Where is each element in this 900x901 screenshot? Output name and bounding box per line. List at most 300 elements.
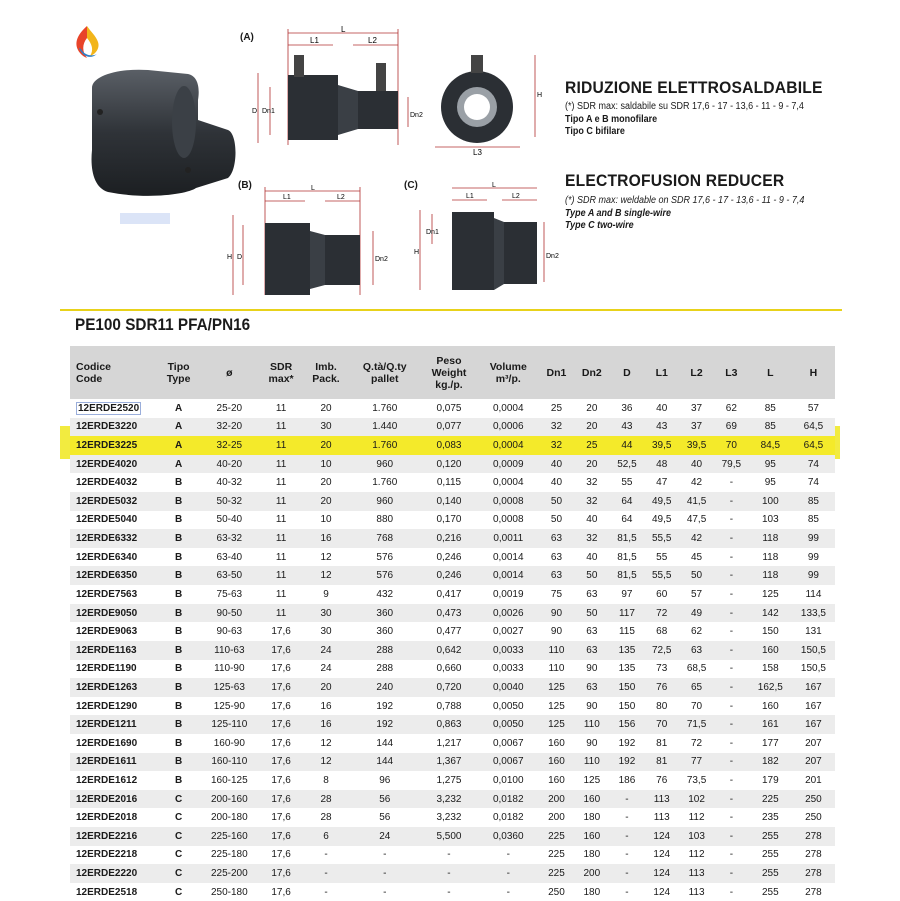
- dim-h-a: H: [537, 92, 543, 99]
- column-header: [610, 346, 645, 399]
- table-cell: 63-50: [199, 566, 259, 585]
- table-cell: 150,5: [792, 641, 835, 660]
- table-cell: B: [174, 700, 183, 712]
- table-cell: 240: [349, 678, 420, 697]
- table-cell: 52,5: [610, 455, 645, 474]
- table-cell: 50: [550, 514, 563, 526]
- table-cell: 70: [690, 700, 703, 712]
- table-cell: 200: [574, 864, 609, 883]
- selected-code: 12ERDE2520: [78, 402, 140, 414]
- table-row: [70, 864, 835, 883]
- table-cell: 225-160: [199, 827, 259, 846]
- table-cell: 160-90: [213, 737, 245, 749]
- table-cell: 1,217: [436, 737, 462, 749]
- table-cell: 64,5: [792, 436, 835, 455]
- table-cell: 63-40: [216, 551, 243, 563]
- table-cell: 192: [349, 715, 420, 734]
- column-header-line: Pack.: [312, 372, 340, 385]
- table-cell: -: [447, 886, 451, 898]
- table-cell: 0,863: [420, 715, 478, 734]
- table-cell: 200: [548, 812, 565, 824]
- dim-b-l: L: [311, 185, 315, 192]
- column-header-line: ø: [226, 366, 233, 379]
- table-cell: 1.760: [372, 477, 398, 489]
- table-cell: 110: [548, 663, 565, 675]
- column-header-line: L1: [655, 366, 668, 379]
- table-cell: 278: [805, 886, 822, 898]
- table-cell: 99: [807, 551, 819, 563]
- table-cell: 28: [320, 812, 332, 824]
- dim-b-l1: L1: [283, 194, 291, 201]
- table-cell: 55,5: [644, 566, 679, 585]
- table-cell: C: [158, 790, 199, 809]
- table-cell: 160-125: [210, 774, 248, 786]
- table-cell: 142: [749, 604, 792, 623]
- table-cell: 278: [792, 827, 835, 846]
- product-code-cell: 12ERDE6350: [70, 566, 158, 585]
- table-cell: 17,6: [271, 774, 291, 786]
- table-cell: A: [158, 436, 199, 455]
- table-cell: 81,5: [617, 551, 637, 563]
- table-cell: -: [729, 626, 734, 638]
- table-cell: 0,0050: [492, 700, 524, 712]
- table-cell: 1,275: [436, 774, 462, 786]
- table-cell: A: [174, 402, 183, 414]
- table-cell: 11: [260, 455, 303, 474]
- table-cell: 124: [644, 864, 679, 883]
- table-row: [70, 883, 835, 901]
- column-header-line: Dn2: [581, 366, 602, 379]
- dim-c-h: H: [414, 249, 420, 256]
- table-cell: 0,720: [420, 678, 478, 697]
- table-row: [70, 511, 835, 530]
- table-cell: 17,6: [271, 663, 291, 675]
- column-header-line: L3: [725, 366, 738, 379]
- table-cell: 150: [618, 700, 636, 712]
- table-cell: 42: [690, 477, 703, 489]
- table-cell: 288: [376, 663, 394, 675]
- column-header: [478, 346, 539, 399]
- table-cell: 32-20: [199, 418, 259, 437]
- table-cell: 30: [320, 626, 332, 638]
- table-cell: 32: [539, 436, 574, 455]
- table-cell: 118: [749, 566, 792, 585]
- column-header-line: Code: [76, 372, 103, 385]
- column-header-line: L2: [690, 366, 703, 379]
- drawing-c-label: (C): [404, 180, 418, 191]
- table-cell: 95: [764, 477, 776, 489]
- column-header-line: kg./p.: [435, 378, 463, 391]
- table-cell: 11: [260, 418, 303, 437]
- table-cell: 225: [539, 827, 574, 846]
- product-code-cell: 12ERDE1611: [70, 753, 158, 772]
- table-cell: 135: [618, 663, 636, 675]
- table-cell: 16: [320, 700, 332, 712]
- table-cell: 113: [644, 790, 679, 809]
- table-cell: -: [447, 849, 451, 861]
- table-cell: 76: [656, 774, 668, 786]
- table-cell: -: [610, 827, 645, 846]
- table-cell: 30: [303, 604, 350, 623]
- product-code-cell: 12ERDE9050: [70, 604, 158, 623]
- table-cell: -: [714, 492, 749, 511]
- table-cell: 288: [349, 641, 420, 660]
- table-cell: B: [174, 588, 183, 600]
- column-header: [420, 346, 478, 399]
- product-code-cell: 12ERDE1690: [76, 737, 138, 749]
- table-cell: 11: [275, 402, 287, 414]
- table-cell: 39,5: [679, 436, 714, 455]
- column-header: [574, 346, 609, 399]
- column-header-line: Weight: [431, 366, 467, 379]
- table-cell: 43: [610, 418, 645, 437]
- table-cell: 85: [807, 514, 819, 526]
- table-cell: 250: [792, 790, 835, 809]
- product-code-cell: 12ERDE6340: [76, 551, 138, 563]
- table-cell: 0,120: [420, 455, 478, 474]
- column-header-line: Tipo: [167, 360, 190, 373]
- table-row: [70, 715, 835, 734]
- dim-c-dn1: Dn1: [426, 229, 439, 236]
- table-cell: 167: [792, 678, 835, 697]
- product-code-cell: 12ERDE2016: [70, 790, 158, 809]
- table-cell: -: [625, 849, 629, 861]
- table-cell: 32: [586, 477, 598, 489]
- table-cell: -: [714, 604, 749, 623]
- table-cell: 0,0004: [492, 477, 524, 489]
- table-cell: 12: [303, 566, 350, 585]
- table-cell: 80: [656, 700, 668, 712]
- table-cell: 20: [320, 402, 332, 414]
- table-cell: 0,788: [436, 700, 462, 712]
- table-cell: 225-180: [210, 849, 248, 861]
- table-cell: 179: [761, 774, 779, 786]
- table-cell: 40: [550, 477, 563, 489]
- table-cell: 73,5: [686, 774, 707, 786]
- table-cell: 360: [349, 604, 420, 623]
- table-cell: 102: [679, 790, 714, 809]
- table-cell: 0,0004: [478, 436, 539, 455]
- table-cell: 9: [323, 588, 329, 600]
- table-cell: 99: [792, 566, 835, 585]
- table-cell: C: [158, 827, 199, 846]
- table-cell: -: [729, 551, 734, 563]
- table-cell: -: [714, 641, 749, 660]
- table-cell: -: [324, 886, 328, 898]
- table-cell: 57: [690, 588, 703, 600]
- table-cell: 160: [574, 827, 609, 846]
- table-cell: 63: [679, 641, 714, 660]
- column-header-line: D: [623, 366, 631, 379]
- dim-l3: L3: [473, 148, 482, 157]
- dim-c-l2: L2: [512, 193, 520, 200]
- dim-d: D: [252, 108, 258, 115]
- table-cell: 76: [644, 678, 679, 697]
- table-cell: 160: [539, 753, 574, 772]
- table-cell: A: [158, 455, 199, 474]
- table-cell: 56: [349, 790, 420, 809]
- table-cell: 0,0011: [478, 529, 539, 548]
- table-cell: 0,642: [420, 641, 478, 660]
- table-cell: 100: [749, 492, 792, 511]
- table-cell: -: [729, 588, 734, 600]
- dim-l2: L2: [368, 36, 377, 45]
- table-cell: -: [729, 663, 734, 675]
- table-cell: 768: [349, 529, 420, 548]
- table-cell: B: [158, 753, 199, 772]
- table-cell: 124: [644, 827, 679, 846]
- table-cell: 0,0360: [478, 827, 539, 846]
- table-cell: 75: [550, 588, 563, 600]
- product-code-cell: 12ERDE2018: [76, 812, 138, 824]
- table-cell: 0,0067: [478, 753, 539, 772]
- table-cell: 1.760: [349, 436, 420, 455]
- table-cell: 49,5: [644, 492, 679, 511]
- table-cell: 200-160: [199, 790, 259, 809]
- table-cell: 40-20: [199, 455, 259, 474]
- table-cell: B: [158, 604, 199, 623]
- table-cell: 200-180: [210, 812, 248, 824]
- column-header-line: SDR: [270, 360, 293, 373]
- table-cell: 278: [805, 849, 822, 861]
- table-cell: 3,232: [436, 812, 462, 824]
- table-cell: 201: [805, 774, 822, 786]
- product-photo: [88, 60, 238, 200]
- table-cell: 20: [303, 492, 350, 511]
- product-code-cell: 12ERDE1211: [70, 715, 158, 734]
- table-cell: 113: [653, 812, 670, 824]
- table-row: [70, 585, 835, 604]
- table-cell: 150: [610, 678, 645, 697]
- table-cell: 180: [583, 849, 601, 861]
- table-cell: 81,5: [610, 566, 645, 585]
- table-cell: 20: [574, 418, 609, 437]
- table-cell: 25: [550, 402, 563, 414]
- table-title: PE100 SDR11 PFA/PN16: [75, 315, 251, 334]
- table-cell: 55: [621, 477, 633, 489]
- table-row: [70, 436, 835, 455]
- table-cell: 17,6: [260, 864, 303, 883]
- table-cell: 0,0006: [478, 418, 539, 437]
- divider-rule: [60, 309, 842, 311]
- table-cell: 225: [749, 790, 792, 809]
- dim-c-l: L: [492, 182, 496, 189]
- table-header-row: [70, 346, 835, 399]
- table-cell: -: [714, 864, 749, 883]
- product-code-cell: 12ERDE2220: [70, 864, 158, 883]
- table-cell: 11: [260, 492, 303, 511]
- table-cell: 225-200: [199, 864, 259, 883]
- table-cell: 63: [574, 641, 609, 660]
- table-cell: 125: [548, 700, 565, 712]
- table-cell: B: [174, 514, 183, 526]
- table-cell: B: [174, 663, 183, 675]
- table-cell: 63: [539, 566, 574, 585]
- table-cell: 17,6: [271, 886, 291, 898]
- table-cell: -: [714, 566, 749, 585]
- table-cell: 40: [679, 455, 714, 474]
- drawing-a-side: [425, 25, 545, 160]
- table-cell: 49: [679, 604, 714, 623]
- table-cell: 56: [379, 812, 391, 824]
- product-code-cell: 12ERDE2216: [70, 827, 158, 846]
- table-cell: 16: [303, 529, 350, 548]
- table-cell: 17,6: [260, 678, 303, 697]
- table-cell: B: [174, 477, 183, 489]
- table-cell: 160: [548, 774, 565, 786]
- table-cell: 0,170: [436, 514, 462, 526]
- table-cell: 125-90: [213, 700, 245, 712]
- table-cell: 110: [574, 753, 609, 772]
- column-header: [199, 346, 259, 399]
- table-cell: 131: [805, 626, 822, 638]
- product-code-cell: 12ERDE1263: [70, 678, 158, 697]
- table-cell: -: [303, 864, 350, 883]
- table-cell: 39,5: [644, 436, 679, 455]
- table-cell: 72: [644, 604, 679, 623]
- table-cell: 167: [792, 715, 835, 734]
- table-cell: 81,5: [610, 529, 645, 548]
- table-cell: 150,5: [800, 663, 826, 675]
- table-cell: 117: [610, 604, 645, 623]
- table-cell: 0,660: [436, 663, 462, 675]
- table-cell: 90-50: [199, 604, 259, 623]
- table-cell: 160: [749, 641, 792, 660]
- table-cell: 192: [376, 700, 394, 712]
- type-ab-it: Tipo A e B monofilare: [565, 113, 658, 125]
- table-cell: 64: [621, 514, 633, 526]
- table-cell: -: [714, 715, 749, 734]
- column-header-line: Type: [166, 372, 191, 385]
- table-cell: 103: [761, 514, 779, 526]
- table-cell: 32-25: [199, 436, 259, 455]
- product-code-cell: 12ERDE3225: [70, 436, 158, 455]
- table-cell: 432: [376, 588, 394, 600]
- column-header-line: Q.tà/Q.ty: [362, 360, 407, 373]
- table-cell: 118: [762, 551, 779, 563]
- table-cell: 0,0009: [478, 455, 539, 474]
- table-cell: 1,367: [420, 753, 478, 772]
- table-cell: 65: [679, 678, 714, 697]
- table-cell: 113: [679, 864, 714, 883]
- column-header: [749, 346, 792, 399]
- table-cell: 0,0004: [492, 402, 524, 414]
- table-cell: 12: [303, 753, 350, 772]
- subtitle-english: [565, 195, 862, 233]
- table-cell: 235: [761, 812, 779, 824]
- table-cell: 177: [761, 737, 779, 749]
- table-cell: 5,500: [420, 827, 478, 846]
- column-header-line: max*: [268, 372, 294, 385]
- table-cell: 20: [303, 678, 350, 697]
- table-cell: -: [506, 849, 510, 861]
- table-cell: 125-110: [199, 715, 259, 734]
- table-cell: 11: [260, 436, 303, 455]
- table-cell: 880: [376, 514, 394, 526]
- product-code-cell: 12ERDE1612: [76, 774, 138, 786]
- table-cell: -: [625, 886, 629, 898]
- table-row: [70, 455, 835, 474]
- table-cell: 90: [586, 663, 598, 675]
- sdr-note-it: (*) SDR max: saldabile su SDR 17,6 - 17 - 13,6 - 11 - 9 - 7,4: [565, 101, 804, 112]
- table-cell: 0,0182: [492, 812, 524, 824]
- table-cell: 133,5: [792, 604, 835, 623]
- product-code-cell: 12ERDE1290: [76, 700, 138, 712]
- table-cell: 63: [586, 626, 598, 638]
- table-cell: 40: [586, 551, 598, 563]
- table-cell: 11: [260, 529, 303, 548]
- table-cell: 207: [792, 753, 835, 772]
- table-cell: 576: [349, 566, 420, 585]
- table-cell: 8: [323, 774, 329, 786]
- table-cell: -: [714, 678, 749, 697]
- table-cell: 11: [275, 477, 287, 489]
- table-cell: -: [610, 790, 645, 809]
- dim-l1: L1: [310, 36, 319, 45]
- product-code-cell: 12ERDE5040: [76, 514, 138, 526]
- column-header-line: m³/p.: [495, 372, 521, 385]
- table-cell: 75-63: [216, 588, 243, 600]
- table-cell: 81: [656, 737, 668, 749]
- table-row: [70, 753, 835, 772]
- table-cell: 250: [548, 886, 565, 898]
- table-cell: 200: [539, 790, 574, 809]
- table-cell: 115: [618, 626, 635, 638]
- table-row: [70, 548, 835, 567]
- table-cell: 112: [688, 849, 705, 861]
- product-code-cell: 12ERDE1190: [76, 663, 137, 675]
- table-cell: 47: [656, 477, 668, 489]
- table-cell: 24: [303, 641, 350, 660]
- table-cell: 42: [679, 529, 714, 548]
- table-cell: 11: [275, 588, 287, 600]
- column-header-line: Dn1: [546, 366, 567, 379]
- table-cell: 225: [539, 864, 574, 883]
- table-cell: A: [158, 418, 199, 437]
- table-cell: 0,075: [436, 402, 462, 414]
- table-cell: C: [174, 886, 183, 898]
- table-cell: 37: [679, 418, 714, 437]
- table-cell: -: [383, 886, 387, 898]
- brand-logo-icon: [70, 24, 104, 60]
- table-cell: 0,0067: [492, 737, 524, 749]
- table-cell: 57: [807, 402, 819, 414]
- column-header: [539, 346, 574, 399]
- table-cell: 99: [792, 529, 835, 548]
- table-cell: -: [349, 864, 420, 883]
- table-cell: 64,5: [792, 418, 835, 437]
- dim-b-dn2: Dn2: [375, 256, 388, 263]
- table-cell: 74: [792, 455, 835, 474]
- table-cell: 90: [539, 604, 574, 623]
- table-cell: 40: [656, 402, 668, 414]
- table-row: [70, 678, 835, 697]
- table-cell: 250: [805, 812, 822, 824]
- table-cell: 73: [656, 663, 668, 675]
- table-cell: 0,140: [420, 492, 478, 511]
- table-cell: 20: [303, 436, 350, 455]
- title-english: ELECTROFUSION REDUCER: [565, 171, 785, 190]
- column-header-line: pallet: [371, 372, 399, 385]
- dim-l: L: [341, 25, 346, 34]
- table-cell: 156: [610, 715, 645, 734]
- column-header: [260, 346, 303, 399]
- table-cell: 40: [539, 455, 574, 474]
- table-cell: 160: [761, 700, 779, 712]
- column-header: [679, 346, 714, 399]
- table-cell: 63: [550, 551, 563, 563]
- table-cell: B: [174, 551, 183, 563]
